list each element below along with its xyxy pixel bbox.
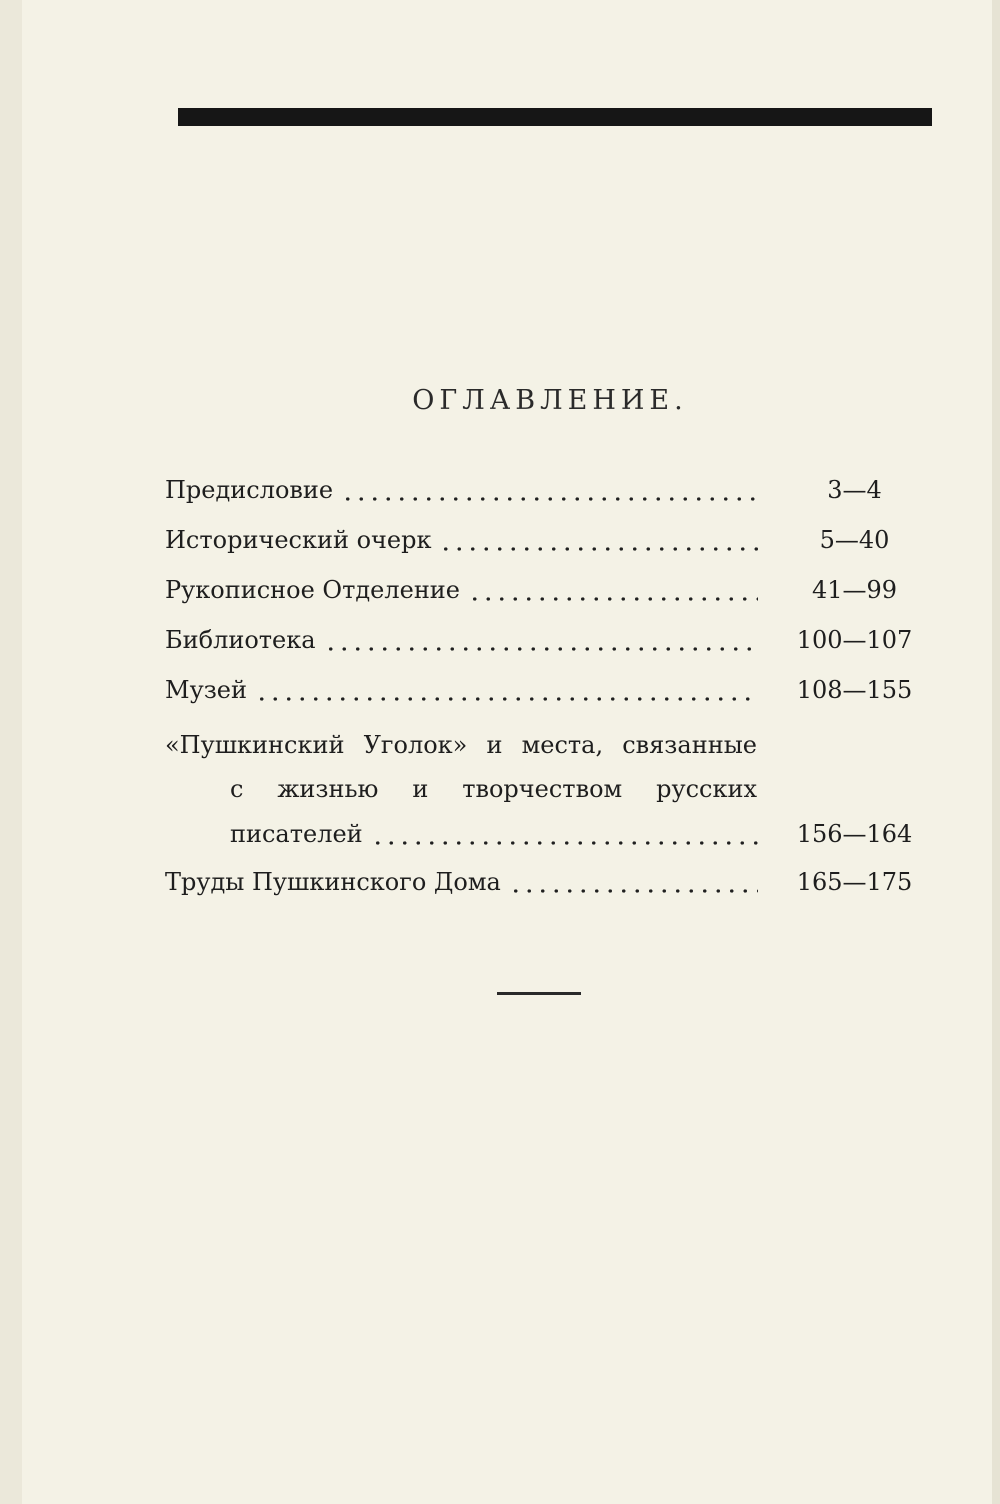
dot-leader xyxy=(468,597,758,601)
dot-leader xyxy=(255,697,758,701)
toc-entry-pages: 41—99 xyxy=(811,576,898,604)
toc-heading: ОГЛАВЛЕНИЕ. xyxy=(412,385,688,416)
closing-rule xyxy=(497,992,581,995)
toc-entry-pushkin-corner xyxy=(165,715,927,857)
toc-entry-title: Рукописное Отделение xyxy=(165,576,461,604)
toc-entry-pages: 108—155 xyxy=(796,676,913,704)
toc-entry-title: Предисловие xyxy=(165,476,334,504)
toc-entry-title: Труды Пушкинского Дома xyxy=(165,868,501,896)
toc-entry-title-line-2: с жизнью и творчеством русских xyxy=(230,775,757,803)
page-edge-shadow xyxy=(0,0,22,1504)
toc-entry-preface xyxy=(165,465,927,515)
toc-entry-title-line-1: «Пушкинский Уголок» и места, связанные xyxy=(165,731,757,759)
toc-entry-pages: 156—164 xyxy=(796,820,913,848)
top-rule xyxy=(178,108,932,126)
toc-entry-title: Исторический очерк xyxy=(165,526,432,554)
dot-leader xyxy=(324,647,758,651)
dot-leader xyxy=(341,497,758,501)
toc-entry-pages: 100—107 xyxy=(796,626,913,654)
toc-entry-pushkin-house-works xyxy=(165,857,927,907)
page-edge-right xyxy=(992,0,1000,1504)
table-of-contents xyxy=(165,465,927,907)
toc-entry-title: Музей xyxy=(165,676,247,704)
toc-entry-title-line-3-row xyxy=(165,811,927,857)
toc-entry-pages: 165—175 xyxy=(796,868,913,896)
toc-entry-manuscript-department xyxy=(165,565,927,615)
toc-entry-historical-essay xyxy=(165,515,927,565)
toc-entry-pages: 5—40 xyxy=(819,526,890,554)
toc-entry-title-line-3: писателей xyxy=(230,820,363,848)
dot-leader xyxy=(509,889,758,893)
toc-entry-museum xyxy=(165,665,927,715)
toc-entry-library xyxy=(165,615,927,665)
toc-entry-title: Библиотека xyxy=(165,626,316,654)
dot-leader xyxy=(371,841,758,845)
toc-entry-pages: 3—4 xyxy=(827,476,882,504)
dot-leader xyxy=(439,547,758,551)
